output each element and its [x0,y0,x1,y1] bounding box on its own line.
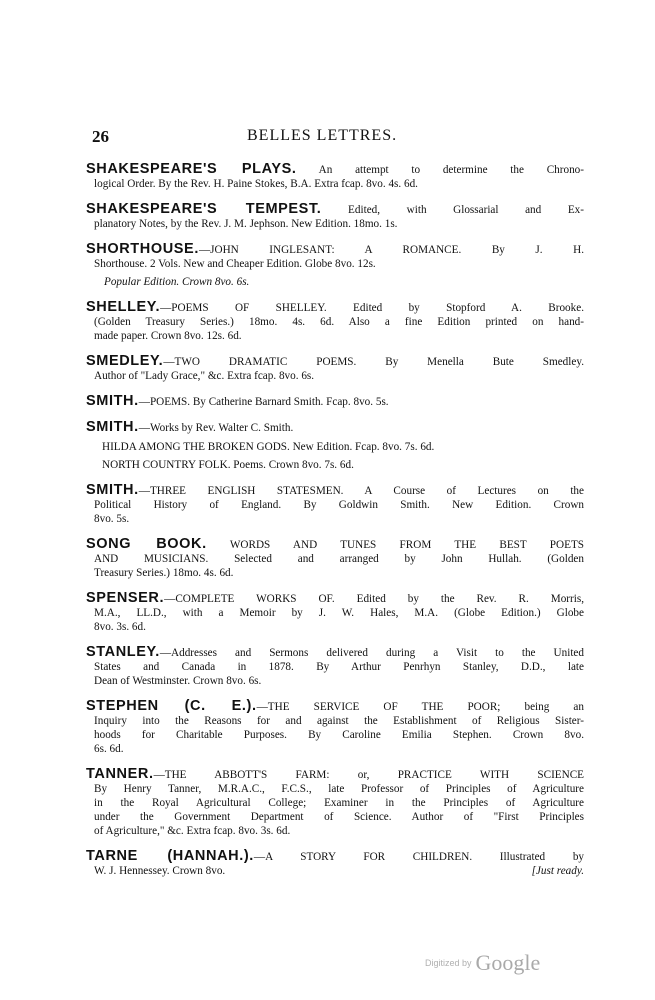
entry-heading: TANNER. [86,766,154,782]
entry-text: 8vo. 3s. 6d. [94,621,146,633]
entry-heading: SONG BOOK. [86,536,207,552]
entry-heading: STEPHEN (C. E.). [86,698,257,714]
entry-text: Author of "Lady Grace," &c. Extra fcap. 8vo. 6s. [94,370,315,382]
entry-text: made paper. Crown 8vo. 12s. 6d. [94,330,242,342]
entry-text: Inquiry into the Reasons for and against the Establishment of Religious Sister- [94,715,584,727]
list-item [86,849,584,878]
entry-text: —THE ABBOTT'S FARM: or, PRACTICE WITH SCIENCE [153,769,584,781]
entry-heading: SMEDLEY. [86,353,164,369]
entry-text: —A STORY FOR CHILDREN. Illustrated by [253,851,585,863]
watermark-prefix: Digitized by [425,958,472,968]
list-item [86,420,584,472]
catalogue-entries [86,162,584,889]
list-item [86,202,584,231]
entry-text: Shorthouse. 2 Vols. New and Cheaper Edition. Globe 8vo. 12s. [94,258,376,270]
list-item [86,300,584,343]
page-number: 26 [92,127,109,146]
entry-text: —JOHN INGLESANT: A ROMANCE. By J. H. [198,244,584,256]
entry-text: Political History of England. By Goldwin Smith. New Edition. Crown [94,499,584,511]
entry-text: W. J. Hennessey. Crown 8vo. [94,865,226,877]
entry-text: —Works by Rev. Walter C. Smith. [138,422,294,434]
entry-text: —COMPLETE WORKS OF. Edited by the Rev. R. Morris, [164,593,584,605]
entry-text: planatory Notes, by the Rev. J. M. Jephson. New Edition. 18mo. 1s. [94,218,398,230]
entry-text: NORTH COUNTRY FOLK. Poems. Crown 8vo. 7s. 6d. [102,459,354,471]
entry-text: logical Order. By the Rev. H. Paine Stokes, B.A. Extra fcap. 8vo. 4s. 6d. [94,178,418,190]
entry-heading: SMITH. [86,393,139,409]
entry-text: —POEMS OF SHELLEY. Edited by Stopford A. Brooke. [160,302,584,314]
entry-heading: SMITH. [86,419,139,435]
running-title: BELLES LETTRES. [247,127,398,144]
entry-text: HILDA AMONG THE BROKEN GODS. New Edition. Fcap. 8vo. 7s. 6d. [102,441,435,453]
list-item [86,162,584,191]
entry-text: Popular Edition. Crown 8vo. 6s. [104,276,250,288]
entry-text: An attempt to determine the Chrono- [318,164,584,176]
list-item [86,354,584,383]
entry-text: WORDS AND TUNES FROM THE BEST POETS [229,539,584,551]
list-item [86,394,584,409]
entry-heading: SHELLEY. [86,299,161,315]
entry-text: 6s. 6d. [94,743,124,755]
entry-text: —POEMS. By Catherine Barnard Smith. Fcap. 8vo. 5s. [138,396,389,408]
list-item [86,699,584,756]
entry-text: 8vo. 5s. [94,513,130,525]
entry-text: AND MUSICIANS. Selected and arranged by John Hullah. (Golden [94,553,584,565]
entry-heading: TARNE (HANNAH.). [86,848,254,864]
entry-heading: SHORTHOUSE. [86,241,199,257]
entry-text: in the Royal Agricultural College; Examiner in the Principles of Agriculture [94,797,584,809]
entry-text: under the Government Department of Science. Author of "First Principles [94,811,584,823]
status-note: [Just ready. [531,865,584,877]
list-item [86,242,584,289]
entry-text: hoods for Charitable Purposes. By Caroline Emilia Stephen. Crown 8vo. [94,729,584,741]
entry-heading: STANLEY. [86,644,160,660]
page-header [92,127,582,149]
entry-heading: SPENSER. [86,590,165,606]
watermark [425,950,540,980]
entry-heading: SHAKESPEARE'S TEMPEST. [86,201,322,217]
entry-text: —THE SERVICE OF THE POOR; being an [256,701,584,713]
entry-text: —TWO DRAMATIC POEMS. By Menella Bute Smedley. [163,356,584,368]
entry-heading: SHAKESPEARE'S PLAYS. [86,161,297,177]
list-item [86,591,584,634]
entry-text: of Agriculture," &c. Extra fcap. 8vo. 3s. 6d. [94,825,291,837]
entry-text: (Golden Treasury Series.) 18mo. 4s. 6d. Also a fine Edition printed on hand- [94,316,584,328]
google-logo-icon: Google [475,950,541,975]
list-item [86,645,584,688]
entry-text: Edited, with Glossarial and Ex- [348,204,585,216]
entry-text: M.A., LL.D., with a Memoir by J. W. Hales, M.A. (Globe Edition.) Globe [94,607,584,619]
list-item [86,767,584,838]
entry-text: —THREE ENGLISH STATESMEN. A Course of Lectures on the [138,485,584,497]
entry-text: States and Canada in 1878. By Arthur Penrhyn Stanley, D.D., late [94,661,584,673]
entry-text: Treasury Series.) 18mo. 4s. 6d. [94,567,234,579]
entry-text: By Henry Tanner, M.R.A.C., F.C.S., late Professor of Principles of Agriculture [94,783,584,795]
entry-text: —Addresses and Sermons delivered during a Visit to the United [159,647,584,659]
entry-heading: SMITH. [86,482,139,498]
entry-text: Dean of Westminster. Crown 8vo. 6s. [94,675,262,687]
list-item [86,537,584,580]
list-item [86,483,584,526]
